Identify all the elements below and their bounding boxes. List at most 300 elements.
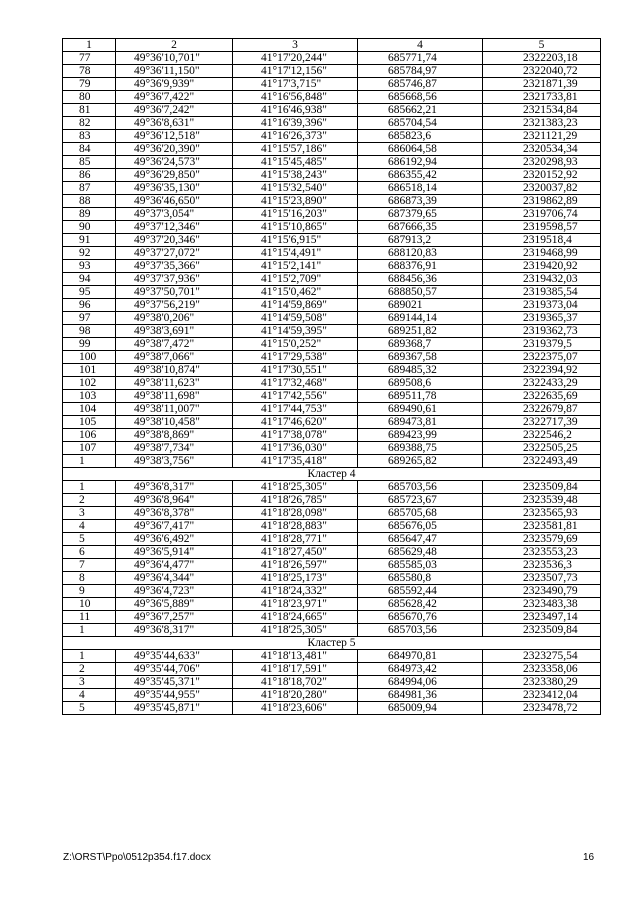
y-coordinate-cell: 2322679,87 [483, 403, 601, 416]
latitude-cell: 49°36'10,701" [116, 52, 233, 65]
point-number-cell: 80 [63, 91, 116, 104]
table-row [63, 650, 601, 663]
point-number-cell: 92 [63, 247, 116, 260]
point-number-cell: 93 [63, 260, 116, 273]
point-number-cell: 4 [63, 689, 116, 702]
table-row [63, 143, 601, 156]
table-row [63, 221, 601, 234]
table-row [63, 598, 601, 611]
longitude-cell: 41°15'45,485" [233, 156, 358, 169]
latitude-cell: 49°38'3,756" [116, 455, 233, 468]
latitude-cell: 49°36'6,492" [116, 533, 233, 546]
x-coordinate-cell: 689367,58 [358, 351, 483, 364]
x-coordinate-cell: 685746,87 [358, 78, 483, 91]
point-number-cell: 107 [63, 442, 116, 455]
x-coordinate-cell: 685668,56 [358, 91, 483, 104]
table-row [63, 507, 601, 520]
longitude-cell: 41°18'17,591" [233, 663, 358, 676]
point-number-cell: 7 [63, 559, 116, 572]
point-number-cell: 4 [63, 520, 116, 533]
point-number-cell: 1 [63, 624, 116, 637]
x-coordinate-cell: 689368,7 [358, 338, 483, 351]
y-coordinate-cell: 2319432,03 [483, 273, 601, 286]
x-coordinate-cell: 686064,58 [358, 143, 483, 156]
y-coordinate-cell: 2320152,92 [483, 169, 601, 182]
longitude-cell: 41°18'13,481" [233, 650, 358, 663]
cluster-heading-row [63, 468, 601, 481]
point-number-cell: 5 [63, 702, 116, 715]
latitude-cell: 49°36'46,650" [116, 195, 233, 208]
x-coordinate-cell: 685585,03 [358, 559, 483, 572]
point-number-cell: 91 [63, 234, 116, 247]
x-coordinate-cell: 686518,14 [358, 182, 483, 195]
point-number-cell: 1 [63, 455, 116, 468]
y-coordinate-cell: 2322203,18 [483, 52, 601, 65]
x-coordinate-cell: 689251,82 [358, 325, 483, 338]
latitude-cell: 49°35'45,871" [116, 702, 233, 715]
table-row [63, 52, 601, 65]
point-number-cell: 8 [63, 572, 116, 585]
latitude-cell: 49°37'35,366" [116, 260, 233, 273]
longitude-cell: 41°17'32,468" [233, 377, 358, 390]
latitude-cell: 49°38'8,869" [116, 429, 233, 442]
longitude-cell: 41°18'27,450" [233, 546, 358, 559]
longitude-cell: 41°17'36,030" [233, 442, 358, 455]
table-row [63, 286, 601, 299]
column-header-2: 2 [116, 39, 233, 52]
point-number-cell: 10 [63, 598, 116, 611]
x-coordinate-cell: 687666,35 [358, 221, 483, 234]
point-number-cell: 82 [63, 117, 116, 130]
longitude-cell: 41°17'38,078" [233, 429, 358, 442]
latitude-cell: 49°36'7,417" [116, 520, 233, 533]
latitude-cell: 49°38'11,698" [116, 390, 233, 403]
x-coordinate-cell: 685723,67 [358, 494, 483, 507]
table-row [63, 208, 601, 221]
table-row [63, 260, 601, 273]
table-row [63, 624, 601, 637]
longitude-cell: 41°16'39,396" [233, 117, 358, 130]
y-coordinate-cell: 2323483,38 [483, 598, 601, 611]
column-header-3: 3 [233, 39, 358, 52]
x-coordinate-cell: 685703,56 [358, 481, 483, 494]
table-row [63, 364, 601, 377]
y-coordinate-cell: 2322717,39 [483, 416, 601, 429]
x-coordinate-cell: 689021 [358, 299, 483, 312]
table-row [63, 611, 601, 624]
point-number-cell: 89 [63, 208, 116, 221]
table-row [63, 117, 601, 130]
y-coordinate-cell: 2322040,72 [483, 65, 601, 78]
x-coordinate-cell: 685676,05 [358, 520, 483, 533]
y-coordinate-cell: 2322546,2 [483, 429, 601, 442]
y-coordinate-cell: 2323579,69 [483, 533, 601, 546]
latitude-cell: 49°38'11,623" [116, 377, 233, 390]
longitude-cell: 41°18'28,771" [233, 533, 358, 546]
y-coordinate-cell: 2322505,25 [483, 442, 601, 455]
longitude-cell: 41°14'59,395" [233, 325, 358, 338]
x-coordinate-cell: 684994,06 [358, 676, 483, 689]
point-number-cell: 100 [63, 351, 116, 364]
table-row [63, 494, 601, 507]
longitude-cell: 41°18'25,173" [233, 572, 358, 585]
point-number-cell: 94 [63, 273, 116, 286]
x-coordinate-cell: 689508,6 [358, 377, 483, 390]
longitude-cell: 41°17'29,538" [233, 351, 358, 364]
point-number-cell: 86 [63, 169, 116, 182]
x-coordinate-cell: 689265,82 [358, 455, 483, 468]
point-number-cell: 99 [63, 338, 116, 351]
longitude-cell: 41°15'16,203" [233, 208, 358, 221]
latitude-cell: 49°38'7,472" [116, 338, 233, 351]
x-coordinate-cell: 689388,75 [358, 442, 483, 455]
table-row [63, 676, 601, 689]
latitude-cell: 49°36'12,518" [116, 130, 233, 143]
y-coordinate-cell: 2323539,48 [483, 494, 601, 507]
longitude-cell: 41°16'56,848" [233, 91, 358, 104]
point-number-cell: 84 [63, 143, 116, 156]
y-coordinate-cell: 2322433,29 [483, 377, 601, 390]
table-row [63, 169, 601, 182]
latitude-cell: 49°38'11,007" [116, 403, 233, 416]
point-number-cell: 104 [63, 403, 116, 416]
table-row [63, 299, 601, 312]
x-coordinate-cell: 689423,99 [358, 429, 483, 442]
latitude-cell: 49°36'7,257" [116, 611, 233, 624]
point-number-cell: 1 [63, 650, 116, 663]
longitude-cell: 41°18'24,665" [233, 611, 358, 624]
y-coordinate-cell: 2320037,82 [483, 182, 601, 195]
latitude-cell: 49°36'24,573" [116, 156, 233, 169]
x-coordinate-cell: 684970,81 [358, 650, 483, 663]
longitude-cell: 41°15'2,709" [233, 273, 358, 286]
latitude-cell: 49°37'20,346" [116, 234, 233, 247]
longitude-cell: 41°17'44,753" [233, 403, 358, 416]
longitude-cell: 41°17'20,244" [233, 52, 358, 65]
y-coordinate-cell: 2323536,3 [483, 559, 601, 572]
longitude-cell: 41°18'18,702" [233, 676, 358, 689]
point-number-cell: 2 [63, 494, 116, 507]
longitude-cell: 41°17'3,715" [233, 78, 358, 91]
point-number-cell: 81 [63, 104, 116, 117]
x-coordinate-cell: 685647,47 [358, 533, 483, 546]
y-coordinate-cell: 2319706,74 [483, 208, 601, 221]
x-coordinate-cell: 689490,61 [358, 403, 483, 416]
latitude-cell: 49°36'4,723" [116, 585, 233, 598]
footer-file-path: Z:\ORST\Ppo\0512p354.f17.docx [63, 852, 211, 863]
table-row [63, 702, 601, 715]
y-coordinate-cell: 2319468,99 [483, 247, 601, 260]
x-coordinate-cell: 689473,81 [358, 416, 483, 429]
table-row [63, 442, 601, 455]
longitude-cell: 41°14'59,869" [233, 299, 358, 312]
x-coordinate-cell: 687913,2 [358, 234, 483, 247]
x-coordinate-cell: 685784,97 [358, 65, 483, 78]
longitude-cell: 41°17'30,551" [233, 364, 358, 377]
point-number-cell: 106 [63, 429, 116, 442]
latitude-cell: 49°36'8,317" [116, 624, 233, 637]
x-coordinate-cell: 689144,14 [358, 312, 483, 325]
latitude-cell: 49°36'7,422" [116, 91, 233, 104]
table-row [63, 182, 601, 195]
y-coordinate-cell: 2323490,79 [483, 585, 601, 598]
table-row [63, 234, 601, 247]
latitude-cell: 49°37'12,346" [116, 221, 233, 234]
longitude-cell: 41°17'35,418" [233, 455, 358, 468]
point-number-cell: 102 [63, 377, 116, 390]
column-header-5: 5 [483, 39, 601, 52]
latitude-cell: 49°38'3,691" [116, 325, 233, 338]
longitude-cell: 41°15'23,890" [233, 195, 358, 208]
x-coordinate-cell: 685592,44 [358, 585, 483, 598]
x-coordinate-cell: 688120,83 [358, 247, 483, 260]
y-coordinate-cell: 2320534,34 [483, 143, 601, 156]
latitude-cell: 49°36'29,850" [116, 169, 233, 182]
y-coordinate-cell: 2319379,5 [483, 338, 601, 351]
longitude-cell: 41°18'28,098" [233, 507, 358, 520]
longitude-cell: 41°18'20,280" [233, 689, 358, 702]
y-coordinate-cell: 2321121,29 [483, 130, 601, 143]
x-coordinate-cell: 685670,76 [358, 611, 483, 624]
table-row [63, 520, 601, 533]
longitude-cell: 41°17'12,156" [233, 65, 358, 78]
y-coordinate-cell: 2322635,69 [483, 390, 601, 403]
latitude-cell: 49°36'8,317" [116, 481, 233, 494]
longitude-cell: 41°15'38,243" [233, 169, 358, 182]
point-number-cell: 79 [63, 78, 116, 91]
y-coordinate-cell: 2319598,57 [483, 221, 601, 234]
y-coordinate-cell: 2321871,39 [483, 78, 601, 91]
latitude-cell: 49°36'8,631" [116, 117, 233, 130]
table-row [63, 78, 601, 91]
longitude-cell: 41°15'57,186" [233, 143, 358, 156]
longitude-cell: 41°18'23,971" [233, 598, 358, 611]
column-header-4: 4 [358, 39, 483, 52]
x-coordinate-cell: 685629,48 [358, 546, 483, 559]
x-coordinate-cell: 685771,74 [358, 52, 483, 65]
latitude-cell: 49°36'8,378" [116, 507, 233, 520]
latitude-cell: 49°36'9,939" [116, 78, 233, 91]
latitude-cell: 49°38'7,734" [116, 442, 233, 455]
x-coordinate-cell: 685705,68 [358, 507, 483, 520]
longitude-cell: 41°16'46,938" [233, 104, 358, 117]
point-number-cell: 90 [63, 221, 116, 234]
point-number-cell: 3 [63, 676, 116, 689]
table-row [63, 312, 601, 325]
longitude-cell: 41°18'23,606" [233, 702, 358, 715]
x-coordinate-cell: 689485,32 [358, 364, 483, 377]
y-coordinate-cell: 2319385,54 [483, 286, 601, 299]
latitude-cell: 49°36'35,130" [116, 182, 233, 195]
latitude-cell: 49°36'5,889" [116, 598, 233, 611]
latitude-cell: 49°37'37,936" [116, 273, 233, 286]
latitude-cell: 49°38'7,066" [116, 351, 233, 364]
x-coordinate-cell: 685580,8 [358, 572, 483, 585]
x-coordinate-cell: 685704,54 [358, 117, 483, 130]
y-coordinate-cell: 2323478,72 [483, 702, 601, 715]
y-coordinate-cell: 2321733,81 [483, 91, 601, 104]
table-row [63, 195, 601, 208]
table-row [63, 663, 601, 676]
point-number-cell: 95 [63, 286, 116, 299]
y-coordinate-cell: 2319420,92 [483, 260, 601, 273]
point-number-cell: 98 [63, 325, 116, 338]
point-number-cell: 77 [63, 52, 116, 65]
y-coordinate-cell: 2322394,92 [483, 364, 601, 377]
y-coordinate-cell: 2322493,49 [483, 455, 601, 468]
longitude-cell: 41°16'26,373" [233, 130, 358, 143]
longitude-cell: 41°15'10,865" [233, 221, 358, 234]
x-coordinate-cell: 686192,94 [358, 156, 483, 169]
y-coordinate-cell: 2323509,84 [483, 624, 601, 637]
x-coordinate-cell: 685662,21 [358, 104, 483, 117]
latitude-cell: 49°35'44,955" [116, 689, 233, 702]
x-coordinate-cell: 689511,78 [358, 390, 483, 403]
latitude-cell: 49°36'4,344" [116, 572, 233, 585]
table-header-row [63, 39, 601, 52]
x-coordinate-cell: 684981,36 [358, 689, 483, 702]
page-number: 16 [583, 852, 595, 863]
x-coordinate-cell: 685009,94 [358, 702, 483, 715]
table-row [63, 546, 601, 559]
latitude-cell: 49°38'10,458" [116, 416, 233, 429]
latitude-cell: 49°35'44,633" [116, 650, 233, 663]
latitude-cell: 49°38'10,874" [116, 364, 233, 377]
latitude-cell: 49°37'27,072" [116, 247, 233, 260]
point-number-cell: 9 [63, 585, 116, 598]
cluster-title: Кластер 4 [63, 468, 601, 481]
latitude-cell: 49°35'44,706" [116, 663, 233, 676]
coordinates-table [62, 38, 601, 715]
longitude-cell: 41°18'26,785" [233, 494, 358, 507]
point-number-cell: 5 [63, 533, 116, 546]
table-row [63, 390, 601, 403]
y-coordinate-cell: 2320298,93 [483, 156, 601, 169]
x-coordinate-cell: 686355,42 [358, 169, 483, 182]
table-row [63, 65, 601, 78]
y-coordinate-cell: 2323380,29 [483, 676, 601, 689]
point-number-cell: 6 [63, 546, 116, 559]
point-number-cell: 103 [63, 390, 116, 403]
table-row [63, 403, 601, 416]
latitude-cell: 49°37'56,219" [116, 299, 233, 312]
latitude-cell: 49°36'7,242" [116, 104, 233, 117]
point-number-cell: 87 [63, 182, 116, 195]
table-row [63, 338, 601, 351]
table-row [63, 130, 601, 143]
table-row [63, 429, 601, 442]
latitude-cell: 49°37'50,701" [116, 286, 233, 299]
y-coordinate-cell: 2321383,23 [483, 117, 601, 130]
latitude-cell: 49°36'5,914" [116, 546, 233, 559]
x-coordinate-cell: 687379,65 [358, 208, 483, 221]
longitude-cell: 41°18'28,883" [233, 520, 358, 533]
point-number-cell: 85 [63, 156, 116, 169]
y-coordinate-cell: 2319862,89 [483, 195, 601, 208]
y-coordinate-cell: 2323507,73 [483, 572, 601, 585]
table-row [63, 481, 601, 494]
point-number-cell: 105 [63, 416, 116, 429]
column-header-1: 1 [63, 39, 116, 52]
point-number-cell: 101 [63, 364, 116, 377]
x-coordinate-cell: 685628,42 [358, 598, 483, 611]
y-coordinate-cell: 2319373,04 [483, 299, 601, 312]
y-coordinate-cell: 2319365,37 [483, 312, 601, 325]
point-number-cell: 2 [63, 663, 116, 676]
longitude-cell: 41°17'46,620" [233, 416, 358, 429]
point-number-cell: 96 [63, 299, 116, 312]
table-row [63, 416, 601, 429]
x-coordinate-cell: 685703,56 [358, 624, 483, 637]
point-number-cell: 97 [63, 312, 116, 325]
x-coordinate-cell: 684973,42 [358, 663, 483, 676]
y-coordinate-cell: 2323275,54 [483, 650, 601, 663]
point-number-cell: 88 [63, 195, 116, 208]
cluster-heading-row [63, 637, 601, 650]
table-row [63, 585, 601, 598]
table-row [63, 455, 601, 468]
longitude-cell: 41°18'25,305" [233, 624, 358, 637]
latitude-cell: 49°36'4,477" [116, 559, 233, 572]
y-coordinate-cell: 2323581,81 [483, 520, 601, 533]
y-coordinate-cell: 2323497,14 [483, 611, 601, 624]
latitude-cell: 49°36'8,964" [116, 494, 233, 507]
point-number-cell: 11 [63, 611, 116, 624]
longitude-cell: 41°15'4,491" [233, 247, 358, 260]
y-coordinate-cell: 2323553,23 [483, 546, 601, 559]
longitude-cell: 41°15'2,141" [233, 260, 358, 273]
table-row [63, 247, 601, 260]
point-number-cell: 1 [63, 481, 116, 494]
x-coordinate-cell: 688376,91 [358, 260, 483, 273]
table-row [63, 377, 601, 390]
latitude-cell: 49°35'45,371" [116, 676, 233, 689]
table-row [63, 351, 601, 364]
longitude-cell: 41°14'59,508" [233, 312, 358, 325]
x-coordinate-cell: 688850,57 [358, 286, 483, 299]
longitude-cell: 41°18'25,305" [233, 481, 358, 494]
y-coordinate-cell: 2321534,84 [483, 104, 601, 117]
y-coordinate-cell: 2319362,73 [483, 325, 601, 338]
latitude-cell: 49°36'20,390" [116, 143, 233, 156]
latitude-cell: 49°36'11,150" [116, 65, 233, 78]
longitude-cell: 41°15'0,462" [233, 286, 358, 299]
y-coordinate-cell: 2323412,04 [483, 689, 601, 702]
cluster-title: Кластер 5 [63, 637, 601, 650]
longitude-cell: 41°15'6,915" [233, 234, 358, 247]
table-row [63, 156, 601, 169]
table-row [63, 559, 601, 572]
longitude-cell: 41°18'26,597" [233, 559, 358, 572]
table-row [63, 273, 601, 286]
x-coordinate-cell: 688456,36 [358, 273, 483, 286]
y-coordinate-cell: 2323565,93 [483, 507, 601, 520]
x-coordinate-cell: 685823,6 [358, 130, 483, 143]
y-coordinate-cell: 2323509,84 [483, 481, 601, 494]
point-number-cell: 83 [63, 130, 116, 143]
y-coordinate-cell: 2322375,07 [483, 351, 601, 364]
table-row [63, 91, 601, 104]
table-row [63, 325, 601, 338]
longitude-cell: 41°15'0,252" [233, 338, 358, 351]
table-row [63, 572, 601, 585]
latitude-cell: 49°38'0,206" [116, 312, 233, 325]
longitude-cell: 41°17'42,556" [233, 390, 358, 403]
table-row [63, 104, 601, 117]
table-row [63, 533, 601, 546]
y-coordinate-cell: 2323358,06 [483, 663, 601, 676]
point-number-cell: 3 [63, 507, 116, 520]
